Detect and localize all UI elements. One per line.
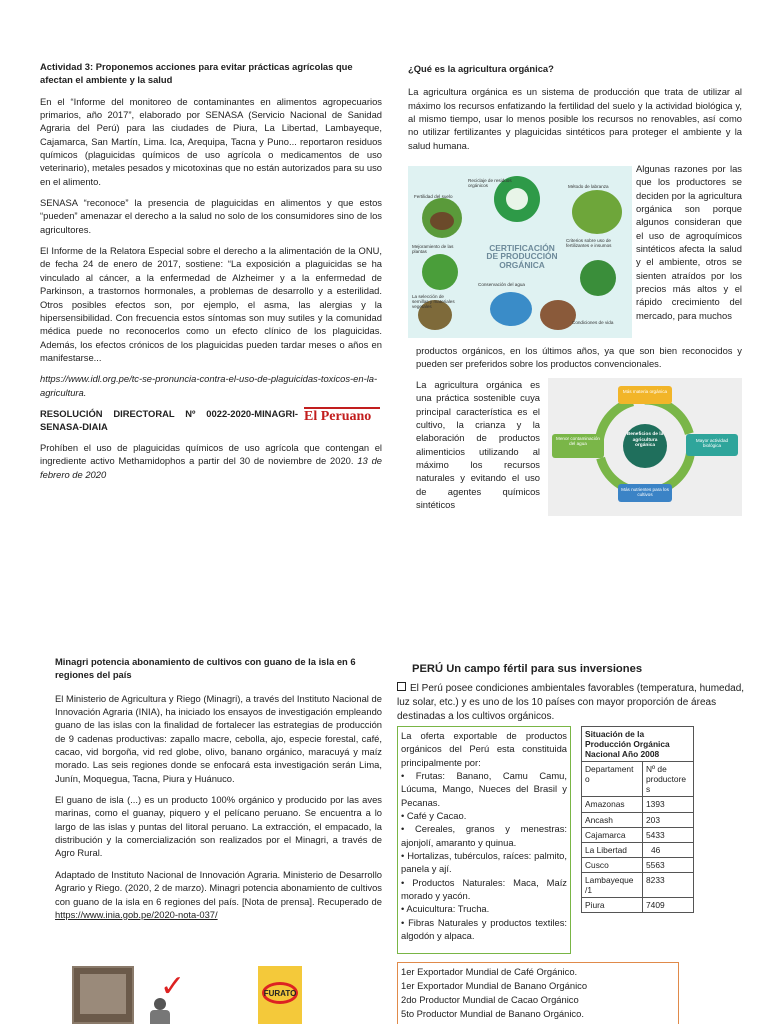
- check-mark-icon: ✓: [160, 970, 186, 1003]
- ranking-item: 1er Exportador Mundial de Banano Orgánico: [401, 980, 588, 992]
- offer-item: • Fibras Naturales y productos textiles: algodón y alpaca.: [401, 916, 567, 942]
- peru-bullet: El Perú posee condiciones ambientales favorables (temperatura, humedad, luz solar, etc.) y es uno de los 10 países con mayor proporción de áreas destinadas a los cultivos orgánicos.: [397, 683, 745, 722]
- exportable-offer-box: [397, 726, 571, 954]
- resolution-text: Prohíben el uso de plaguicidas químicos de uso agrícola que contengan el ingrediente activo Methamidophos a partir del 30 de noviembre de 2020. 13 de febrero de 2020: [40, 441, 383, 480]
- activity-paragraph-3: El Informe de la Relatora Especial sobre el derecho a la alimentación de la ONU, de fecha 24 de enero de 2017, sostiene: “La exposición a plaguicidas se ha vinculado al cáncer, a la enfermedad de Alzheimer y a la enfermedad de Parkinson, a trastornos hormonales, a problemas de desarrollo y a esterilidad. Otros posibles efectos son, por ejemplo, el asma, las alergias y la hipersensibilidad. Con frecuencia estos síntomas son muy sutiles y la comunidad médica puede no reconocerlos como un efecto clínico de los plaguicidas. Además, los efectos crónicos de los plaguicidas pueden tardar meses o años en manifestarse...: [40, 245, 382, 363]
- guano-paragraph-2: El guano de isla (...) es un producto 100% orgánico y producido por las aves marinas, como el guanay, piquero y el pelícano peruano. Se encuentra a lo largo de las islas y puntas del litoral peruano. La extracción, el empacado, la distribución y la comercialización son realizados por el Minagri, a través de Agro Rural.: [55, 794, 382, 859]
- offer-item: • Hortalizas, tubérculos, raíces: palmito, panela y ají.: [401, 850, 567, 875]
- resolution-title: RESOLUCIÓN DIRECTORAL Nº 0022-2020-MINAGRI-SENASA-DIAIA: [40, 407, 298, 433]
- guano-section: [55, 655, 382, 921]
- guano-title: Minagri potencia abonamiento de cultivos con guano de la isla en 6 regiones del país: [55, 656, 356, 681]
- table-row: Cusco 5563: [582, 857, 694, 872]
- guano-paragraph-1: El Ministerio de Agricultura y Riego (Minagri), a través del Instituto Nacional de Innovación Agraria (INIA), ha iniciado los ensayos de investigación empleando guano de las islas con la finalidad de fortalecer las estrategias de producción de 9 cadenas productivas: zapallo macre, cebolla, ajo, especie forestal, café, cacao, vid borgoña, vid red globe, olivo, banano orgánico, maracuyá y maíz morado. Las seis regiones donde se enfocará esta investigación serán Lima, Junín, Moquegua, Tacna, Piura y Huánuco.: [55, 692, 382, 784]
- offer-item: • Productos Naturales: Maca, Maíz morado y yacón.: [401, 876, 567, 902]
- offer-item: • Acuicultura: Trucha.: [401, 903, 490, 915]
- table-header: Departament o: [582, 762, 643, 797]
- organic-production-table: [581, 726, 694, 913]
- table-row: Ancash 203: [582, 812, 694, 827]
- organic-paragraph-2-continued: productos orgánicos, en los últimos años, ya que son bien reconocidos y pueden ser preferidos sobre los productos convencionales.: [416, 345, 742, 370]
- organic-paragraph-1: La agricultura orgánica es un sistema de producción que trata de utilizar al máximo los recursos enfatizando la fertilidad del suelo y la actividad biológica y, al mismo tiempo, usar lo menos posible los recursos no renovables, así como no utilizar fertilizantes y plaguicidas sintéticos para proteger el ambiente y la salud humana.: [408, 86, 742, 151]
- rankings-box: [397, 962, 679, 1024]
- checkbox-bullet-icon: [397, 682, 406, 691]
- organic-paragraph-2-side: Algunas razones por las que los productores se deciden por la agricultura orgánica son porque algunos consideran que el uso de agroquímicos sintéticos afecta la salud y el ambiente, otros se sienten atraídos por los precios más altos y el rápido crecimiento del mercado, para muchos: [636, 163, 742, 321]
- table-row: Lambayeque /1 8233: [582, 872, 694, 897]
- offer-item: • Frutas: Banano, Camu Camu, Lúcuma, Mango, Nueces del Brasil y Pecanas.: [401, 770, 567, 808]
- offer-intro: La oferta exportable de productos orgánicos del Perú esta constituida principalmente por:: [401, 730, 567, 768]
- furato-poster-image: FURATO: [258, 966, 302, 1024]
- ranking-item: 5to Productor Mundial de Banano Orgánico.: [401, 1008, 584, 1020]
- guano-paragraph-3: Adaptado de Instituto Nacional de Innovación Agraria. Ministerio de Desarrollo Agrario y Riego. (2020, 2 de marzo). Minagri potencia abonamiento de cultivos con guano de la isla en 6 regiones del país. [Nota de prensa]. Recuperado de https://www.inia.gob.pe/2020-nota-037/: [55, 868, 382, 920]
- organic-certification-figure: Reciclaje de residuos orgánicos Fertilidad del suelo Método de labranza Mejoramiento de las plantas Criterios sobre uso de fertilizantes e insumos Conservación del agua La selección de semillas y materiales vegetales Condiciones de vida CERTIFICACIÓN DE PRODUCCIÓN ORGÁNICA: [408, 166, 632, 338]
- benefits-center-label: Beneficios de la agricultura orgánica: [626, 432, 664, 449]
- certification-title: CERTIFICACIÓN DE PRODUCCIÓN ORGÁNICA: [486, 243, 558, 270]
- table-row: Amazonas 1393: [582, 797, 694, 812]
- ranking-item: 2do Productor Mundial de Cacao Orgánico: [401, 994, 579, 1006]
- activity-source-url[interactable]: https://www.idl.org.pe/tc-se-pronuncia-contra-el-uso-de-plaguicidas-toxicos-en-la-agricultura.: [40, 373, 378, 398]
- table-row: Piura 7409: [582, 898, 694, 913]
- pesticide-poster-image: [72, 966, 134, 1024]
- activity-title: Actividad 3: Proponemos acciones para evitar prácticas agrícolas que afectan el ambiente y la salud: [40, 61, 353, 86]
- activity-paragraph-1: En el “Informe del monitoreo de contaminantes en alimentos agropecuarios primarios, año 2017”, elaborado por SENASA (Servicio Nacional de Sanidad Agraria del Perú) para las ciudades de Piura, La Libertad, Lambayeque, Cajamarca, San Martín, Lima. Ica, Arequipa, Tacna y Puno... reportaron residuos químicos (plaguicidas químicos de uso agrícola o medicamentos de uso veterinario), metales pesados y micotoxinas que no están autorizados para su uso en el alimento.: [40, 95, 382, 187]
- resolution-header: [40, 407, 382, 435]
- benefit-right-label: Mayor actividad biológica: [695, 438, 729, 449]
- table-row: La Libertad 46: [582, 842, 694, 857]
- table-title: Situación de la Producción Orgánica Nacional Año 2008: [582, 727, 694, 762]
- offer-item: • Cereales, granos y menestras: ajonjolí, amaranto y quinua.: [401, 823, 567, 848]
- organic-paragraph-3: La agricultura orgánica es una práctica sostenible cuya principal característica es el cultivo, la crianza y la elaboración de productos alimenticios utilizando al máximo los recursos naturales y evitando el uso de agentes químicos sintéticos: [416, 379, 540, 511]
- table-header: Nº de productore s: [643, 762, 694, 797]
- table-row: Cajamarca 5433: [582, 827, 694, 842]
- organic-section: [408, 62, 742, 152]
- peru-title: PERÚ Un campo fértil para sus inversiones: [412, 663, 643, 675]
- organic-title: ¿Qué es la agricultura orgánica?: [408, 63, 554, 74]
- peru-section: [412, 662, 742, 684]
- benefit-top-label: Más materia orgánica: [622, 389, 668, 394]
- activity-section: [40, 60, 382, 481]
- benefit-bottom-label: Más nutrientes para los cultivos: [621, 487, 669, 498]
- el-peruano-logo: El Peruano: [304, 407, 380, 425]
- benefit-left-label: Menor contaminación del agua: [556, 436, 600, 447]
- offer-item: • Café y Cacao.: [401, 810, 467, 822]
- resolution-date: 13 de febrero de 2020: [40, 455, 383, 480]
- organic-benefits-diagram: [548, 378, 742, 516]
- activity-paragraph-2: SENASA “reconoce” la presencia de plaguicidas en alimentos y que estos “pueden” amenazar el derecho a la salud no solo de los consumidores sino de los agricultores.: [40, 197, 382, 235]
- guano-source-link[interactable]: https://www.inia.gob.pe/2020-nota-037/: [55, 908, 218, 920]
- ranking-item: 1er Exportador Mundial de Café Orgánico.: [401, 966, 578, 977]
